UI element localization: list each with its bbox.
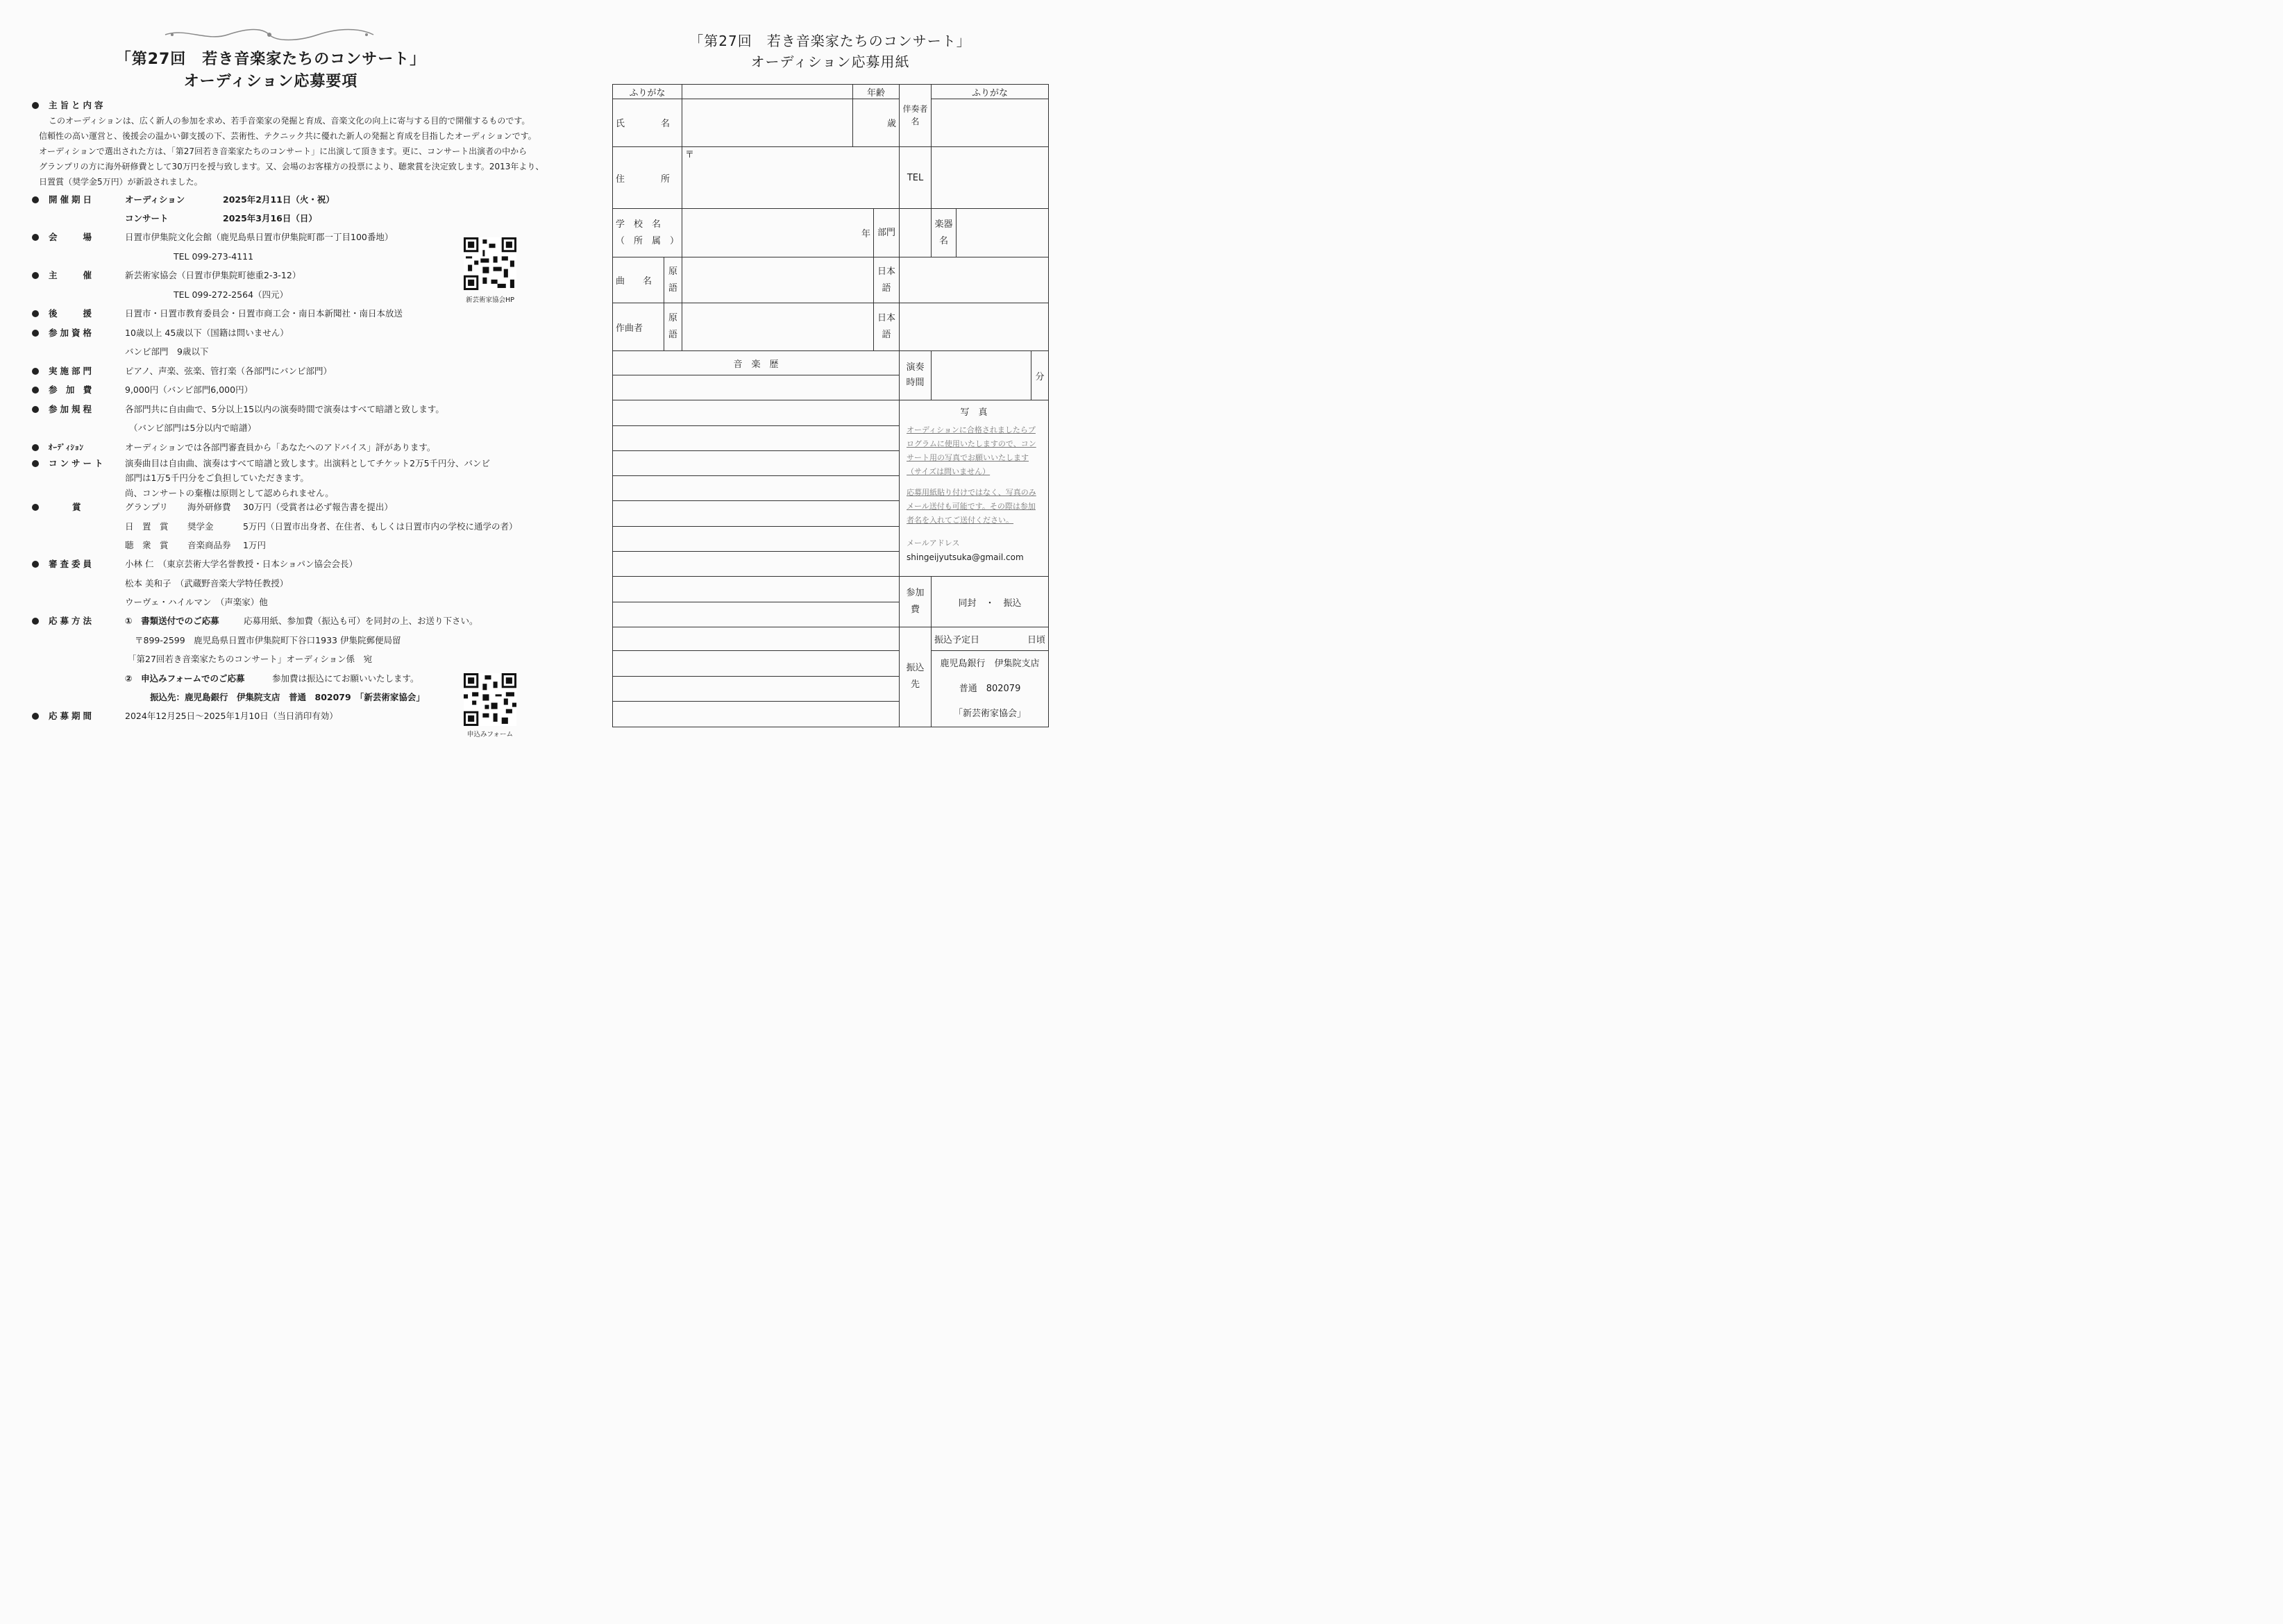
piece-original-input[interactable] [682,257,874,303]
history-line[interactable] [613,476,900,501]
composer-original-input[interactable] [682,303,874,351]
furigana-input[interactable] [682,85,853,99]
history-line[interactable] [613,577,900,602]
history-line[interactable] [613,450,900,475]
history-line[interactable] [613,552,900,577]
composer-japanese-label: 日本語 [874,303,900,351]
history-line[interactable] [613,375,900,400]
purpose-text: このオーディションは、広く新人の参加を求め、若手音楽家の発掘と育成、音楽文化の向上に寄与する目的で開催するものです。 信頼性の高い運営と、後援会の温かい御支援の下、芸術性、テクニック共に優れた新人の発掘と育成を目指したオーディションです。 オーディションで選出された方は、「第27回若き音楽家たちのコンサート」に出演して頂きます。更に、コンサート出演者の中から グランプリの方に海外研修費として30万円を授与致します。又、会場のお客様方の投票により、聴衆賞を決定致します。2013年より、 日置賞（奨学金5万円）が新設されました。 [39,116,544,187]
school-label: 学 校 名 （ 所 属 ） [613,209,682,257]
history-line[interactable] [613,501,900,526]
composer-original-label: 原語 [664,303,682,351]
history-line[interactable] [613,702,900,727]
history-line[interactable] [613,627,900,650]
piece-label: 曲 名 [613,257,664,303]
division-input[interactable] [900,209,932,257]
tel-label: TEL [900,146,932,209]
photo-note-2: 応募用紙貼り付けではなく、写真のみメール送付も可能です。その際は参加者名を入れてご送付ください。 [907,488,1036,525]
division-label: 部門 [874,209,900,257]
history-line[interactable] [613,425,900,450]
qr-caption-form: 申込みフォーム [466,731,514,738]
accompanist-input[interactable] [932,99,1049,147]
fee-options[interactable]: 同封 ・ 振込 [932,577,1049,627]
qr-caption-hp: 新芸術家協会HP [466,296,514,304]
name-input[interactable] [682,99,853,147]
composer-label: 作曲者 [613,303,664,351]
piece-japanese-label: 日本語 [874,257,900,303]
address-input[interactable] [682,146,900,209]
history-line[interactable] [613,651,900,677]
left-page: 「第27回 若き音楽家たちのコンサート」 オーディション応募要項 主旨と内容 このオーディションは、広く新人の参加を求め、若手音楽家の発掘と育成、音楽文化の向上に寄与する目的で開催するものです。 信頼性の高い運営と、後援会の温かい御支援の下、芸術性、テクニック共に優れた新人の発掘と育成を目指したオーディションです。 オーディションで選出された方は、「第27回若き音楽家たちのコンサート」に出演して頂きます。更に、コンサート出演者の中から グランプリの方に海外研修費として30万円を授与致します。又、会場のお客様方の投票により、聴衆賞を決定致します。2013年より、 日置賞（奨学金5万円）が新設されました。 開催期日 オーディション 2025年2月11日（火・祝） コンサート 2025年3月16日（日） 会 場 日置市伊集院文化会館（鹿児島県日置市伊集院町郡一丁目100番地） TEL 099-273-4111 主 催 新芸術家協会（日置市伊集院町徳重2-3-12） TEL 099-272-2564（四元） 後 援 日置市・日置市教育委員会・日置市商工会・南日本新聞社・南日本放送 参加資格 10歳以上 45歳以下（国籍は問いません） バンビ部門 9歳以下 実施部門 ピアノ、声楽、弦楽、管打楽（各部門にバンビ部門） 参 加 費 9,000円（バンビ部門6,000円） 参加規程 各部門共に自由曲で、5分以上15以内の演奏時間で演奏はすべて暗譜と致します。 （バンビ部門は5分以内で暗譜） ｵｰﾃﾞｨｼｮﾝ オーディションでは各部門審査員から「あなたへのアドバイス」評があります。 コンサート 演奏曲目は自由曲、演奏はすべて暗譜と致します。出演料としてチケット2万5千円分、バンビ 部門は1万5千円分をご負担していただきます。 尚、コンサートの棄権は原則として認められません。 賞 グランプリ 海外研修費 30万円（受賞者は必ず報告書を提出） 日 置 賞 奨学金 5万円（日置市出身者、在住者、もしくは日置市内の学校に通学の者） 聴 衆 賞 音楽商品券 1万円 審査委員 小林 仁 （東京芸術大学名誉教授・日本ショパン協会会長） 松本 美和子 （武蔵野音楽大学特任教授） ウーヴェ・ハイルマン （声楽家）他 応募方法 ① 書類送付でのご応募 応募用紙、参加費（振込も可）を同封の上、お送り下さい。 〒899-2599 鹿児島県日置市伊集院町下谷口1933 伊集院郵便局留 「第27回若き音楽家たちのコンサート」オーディション係 宛 ② 申込みフォームでのご応募 参加費は振込にてお願いいたします。 振込先：鹿児島銀行 伊集院支店 普通 802079 「新芸術家協会」 応募期間 2024年12月25日～2025年1月10日（当日消印有効） 新芸術家協会HP 申込みフォーム [0,0,1088,769]
history-label: 音 楽 歴 [613,350,900,375]
transfer-date-row[interactable]: 振込予定日 日頃 [932,627,1049,650]
fee-label: 参加費 [900,577,932,627]
perf-time-input[interactable] [932,350,1031,400]
photo-label: 写 真 [960,407,988,418]
perf-time-label: 演奏時間 [900,350,932,400]
left-title: 「第27回 若き音楽家たちのコンサート」 オーディション応募要項 [115,51,426,90]
instrument-input[interactable] [957,209,1049,257]
photo-box[interactable] [900,400,1049,577]
email-address[interactable]: shingeijyutsuka@gmail.com [907,552,1024,563]
instrument-label: 楽器名 [932,209,957,257]
age-input[interactable]: 歳 [853,99,900,147]
email-label: メールアドレス [907,539,960,548]
history-line[interactable] [613,676,900,702]
piece-original-label: 原語 [664,257,682,303]
furigana-accompanist-label: ふりがな [932,85,1049,99]
name-label: 氏 名 [613,99,682,147]
school-input[interactable]: 年 [682,209,874,257]
address-label: 住 所 [613,146,682,209]
form-title: 「第27回 若き音楽家たちのコンサート」 オーディション応募用紙 [689,33,971,70]
transfer-label: 振込先 [900,627,932,727]
history-line[interactable] [613,400,900,425]
age-label: 年齢 [853,85,900,99]
tel-input[interactable] [932,146,1049,209]
minutes-label: 分 [1031,350,1049,400]
accompanist-label: 伴奏者名 [900,85,932,147]
piece-japanese-input[interactable] [900,257,1049,303]
history-line[interactable] [613,526,900,551]
photo-note-1: オーディションに合格されましたらプログラムに使用いたしますので、コンサート用の写真でお願いいたします（サイズは問いません） [907,425,1036,477]
furigana-label: ふりがな [613,85,682,99]
right-page [0,0,1088,769]
composer-japanese-input[interactable] [900,303,1049,351]
application-form [612,84,1049,727]
bank-info: 鹿児島銀行 伊集院支店 普通 802079 「新芸術家協会」 [932,651,1049,727]
postal-mark: 〒 [685,149,695,160]
history-line[interactable] [613,602,900,627]
